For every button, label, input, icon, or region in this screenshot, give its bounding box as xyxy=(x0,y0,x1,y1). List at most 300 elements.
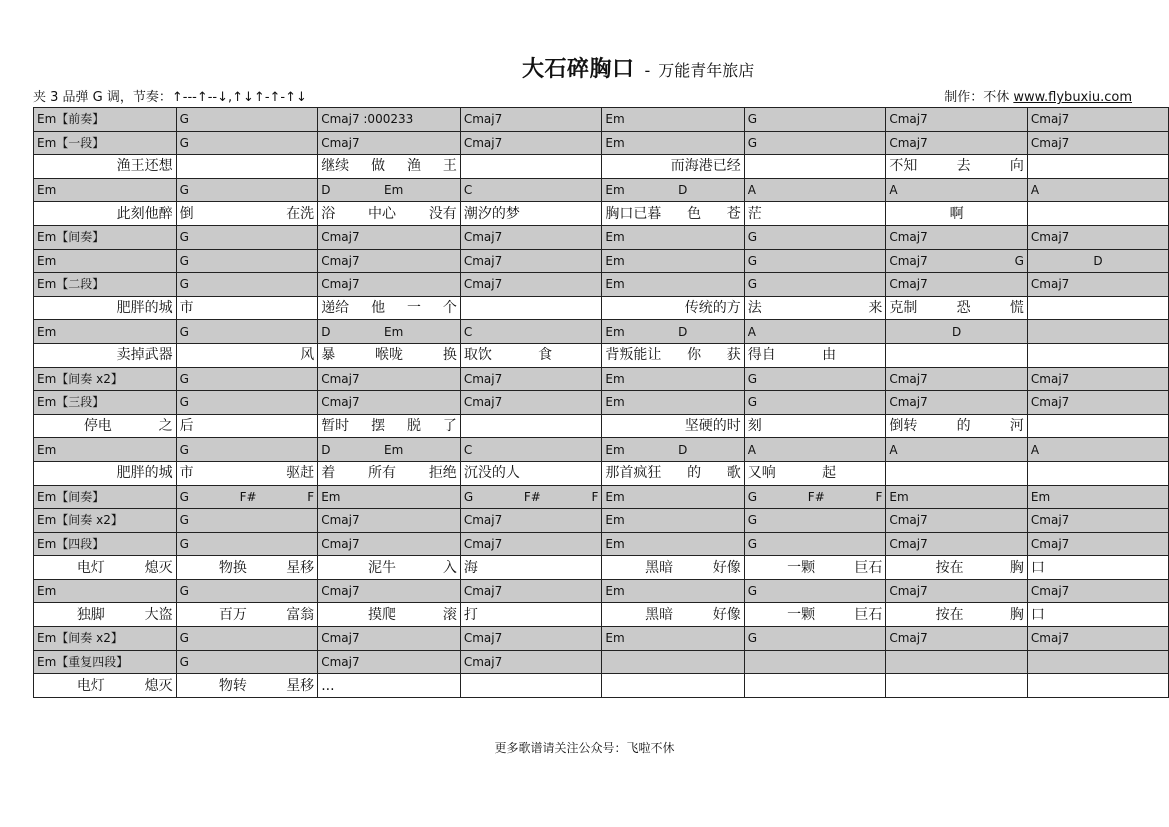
lyric-cell: 沉没的人 xyxy=(460,461,602,485)
lyric-cell xyxy=(886,603,1028,627)
lyric-cell xyxy=(1027,202,1168,226)
chord-cell: Em【间奏 x2】 xyxy=(34,627,177,651)
cell-segment: 你 xyxy=(687,347,702,364)
cell-segment: 大盗 xyxy=(144,606,173,623)
chord-cell: G xyxy=(176,367,318,391)
website-link[interactable]: www.flybuxiu.com xyxy=(1013,90,1132,105)
cell-segment: D xyxy=(321,324,331,339)
chord-cell: Cmaj7 xyxy=(460,273,602,297)
cell-segment: 泥牛 xyxy=(368,559,396,576)
chord-row xyxy=(34,178,1169,202)
chord-cell: A xyxy=(886,178,1028,202)
lyric-cell xyxy=(318,202,461,226)
lyric-cell xyxy=(602,556,744,580)
lyric-cell xyxy=(34,414,177,438)
lyric-cell xyxy=(318,556,461,580)
chord-cell: G xyxy=(176,438,318,462)
chord-cell: Cmaj7 xyxy=(318,131,461,155)
credit-author: 制作：不休 xyxy=(944,90,1010,105)
lyric-cell xyxy=(176,155,318,179)
chord-cell: Cmaj7 xyxy=(460,579,602,603)
cell-segment: 卖掉武器 xyxy=(116,347,173,364)
chord-cell: Em xyxy=(34,178,177,202)
cell-segment: 肥胖的城 xyxy=(116,465,173,482)
chord-cell: Cmaj7 xyxy=(1027,532,1168,556)
chord-cell: G xyxy=(744,225,886,249)
cell-segment: 星移 xyxy=(286,559,315,576)
chord-cell: G xyxy=(176,131,318,155)
capo-rhythm-info: 夹 3 品弹 G 调，节奏：↑---↑--↓,↑↓↑-↑-↑↓ xyxy=(33,90,307,105)
lyric-cell xyxy=(34,603,177,627)
cell-segment: 按在 xyxy=(935,559,964,576)
lyric-cell xyxy=(602,603,744,627)
cell-segment: D xyxy=(678,183,688,198)
chord-cell: Cmaj7 xyxy=(460,225,602,249)
cell-segment: 摆 xyxy=(371,418,386,435)
lyric-cell xyxy=(602,414,744,438)
cell-segment: 好像 xyxy=(712,559,741,576)
chord-cell: Em xyxy=(602,367,744,391)
cell-segment: G xyxy=(747,489,758,504)
lyric-cell: 口 xyxy=(1027,603,1168,627)
cell-segment: 继续 xyxy=(321,158,350,175)
cell-segment: 黑暗 xyxy=(645,559,674,576)
chord-cell: Em xyxy=(34,438,177,462)
cell-segment: 按在 xyxy=(935,606,964,623)
lyric-cell xyxy=(1027,414,1168,438)
lyric-row xyxy=(34,296,1169,320)
chord-row xyxy=(34,532,1169,556)
chord-cell: G xyxy=(744,627,886,651)
chord-cell: Em【一段】 xyxy=(34,131,177,155)
lyric-cell xyxy=(34,343,177,367)
chord-row xyxy=(34,650,1169,674)
chord-cell: Cmaj7 xyxy=(1027,367,1168,391)
lyric-row xyxy=(34,674,1169,698)
cell-segment: 摸爬 xyxy=(368,606,396,623)
chord-cell: Cmaj7 xyxy=(1027,627,1168,651)
cell-segment: 市 xyxy=(179,465,194,482)
chord-cell: Em xyxy=(34,320,177,344)
cell-segment: 富翁 xyxy=(286,606,315,623)
credit xyxy=(944,86,1132,105)
chord-cell: Em【三段】 xyxy=(34,391,177,415)
cell-segment: 浴 xyxy=(321,205,336,222)
lyric-cell xyxy=(886,556,1028,580)
cell-segment: 在洗 xyxy=(286,205,315,222)
chord-cell: Em【间奏 x2】 xyxy=(34,509,177,533)
lyric-cell xyxy=(1027,155,1168,179)
cell-segment: G xyxy=(1014,253,1024,268)
cell-segment: Cmaj7 xyxy=(889,253,928,268)
chord-cell: Cmaj7 xyxy=(886,509,1028,533)
chord-cell: Em xyxy=(318,485,461,509)
lyric-cell xyxy=(460,414,602,438)
chord-cell xyxy=(460,485,602,509)
chord-row xyxy=(34,391,1169,415)
chord-cell: Cmaj7 xyxy=(1027,273,1168,297)
chord-cell: A xyxy=(744,178,886,202)
chord-cell: C xyxy=(460,320,602,344)
lyric-cell xyxy=(176,674,318,698)
cell-segment: 倒 xyxy=(179,205,194,222)
cell-segment: 的 xyxy=(687,465,702,482)
cell-segment: 来 xyxy=(868,300,883,317)
lyric-cell xyxy=(318,296,461,320)
chord-cell: Cmaj7 xyxy=(318,391,461,415)
cell-segment: D xyxy=(678,442,688,457)
chord-cell xyxy=(602,650,744,674)
cell-segment: 啊 xyxy=(949,205,964,222)
chord-cell xyxy=(1027,650,1168,674)
chord-cell: Em xyxy=(602,273,744,297)
chord-cell xyxy=(886,320,1028,344)
lyric-cell xyxy=(176,461,318,485)
chord-cell: Cmaj7 xyxy=(886,391,1028,415)
cell-segment: F xyxy=(591,489,599,504)
chord-cell: Cmaj7 xyxy=(460,391,602,415)
lyric-cell: 海 xyxy=(460,556,602,580)
chord-cell: Em【间奏】 xyxy=(34,225,177,249)
lyric-cell: 潮汐的梦 xyxy=(460,202,602,226)
chord-cell: Cmaj7 xyxy=(1027,509,1168,533)
chord-cell xyxy=(886,249,1028,273)
chord-cell: G xyxy=(176,650,318,674)
chord-cell: Em xyxy=(602,532,744,556)
lyric-cell xyxy=(318,461,461,485)
chord-cell: Cmaj7 xyxy=(318,627,461,651)
lyric-cell xyxy=(886,343,1028,367)
cell-segment: F# xyxy=(807,489,825,504)
cell-segment: Em xyxy=(383,442,404,457)
chord-row xyxy=(34,627,1169,651)
cell-segment: 河 xyxy=(1009,418,1024,435)
chord-cell: Em【二段】 xyxy=(34,273,177,297)
cell-segment: 递给 xyxy=(321,300,350,317)
cell-segment: 巨石 xyxy=(854,606,883,623)
chord-cell: A xyxy=(1027,178,1168,202)
cell-segment: D xyxy=(321,442,331,457)
cell-segment: 背叛能让 xyxy=(605,347,662,364)
cell-segment: 歌 xyxy=(726,465,741,482)
chord-cell xyxy=(602,178,744,202)
lyric-cell xyxy=(886,461,1028,485)
chord-cell: Em【间奏 x2】 xyxy=(34,367,177,391)
cell-segment: 脱 xyxy=(406,418,421,435)
chord-cell: Cmaj7 xyxy=(460,131,602,155)
chord-cell: C xyxy=(460,438,602,462)
chord-cell: Em xyxy=(602,249,744,273)
chord-row xyxy=(34,225,1169,249)
cell-segment: Em xyxy=(383,183,404,198)
lyric-cell: 市 xyxy=(176,296,318,320)
chord-cell: Cmaj7 xyxy=(460,627,602,651)
chord-cell: Cmaj7 xyxy=(1027,391,1168,415)
lyric-cell xyxy=(886,414,1028,438)
cell-segment: 星移 xyxy=(286,677,315,694)
chord-cell: Em xyxy=(602,509,744,533)
cell-segment: 滚 xyxy=(442,606,457,623)
lyric-cell xyxy=(176,556,318,580)
lyric-cell xyxy=(34,202,177,226)
chord-cell: Em【前奏】 xyxy=(34,108,177,132)
chord-cell: Cmaj7 xyxy=(886,367,1028,391)
lyric-row xyxy=(34,155,1169,179)
cell-segment: 好像 xyxy=(712,606,741,623)
cell-segment: 风 xyxy=(300,347,315,364)
cell-segment: 拒绝 xyxy=(428,465,457,482)
chord-cell: Em【四段】 xyxy=(34,532,177,556)
chord-cell: Em xyxy=(1027,485,1168,509)
chord-cell: Em xyxy=(34,579,177,603)
lyric-cell xyxy=(744,343,886,367)
chord-cell xyxy=(1027,320,1168,344)
lyric-cell xyxy=(318,603,461,627)
lyric-cell xyxy=(34,155,177,179)
lyric-cell xyxy=(744,155,886,179)
chord-cell: G xyxy=(176,320,318,344)
cell-segment: Em xyxy=(605,324,625,339)
chord-cell: G xyxy=(176,225,318,249)
chord-cell xyxy=(886,650,1028,674)
cell-segment: 去 xyxy=(956,158,971,175)
lyric-cell xyxy=(318,414,461,438)
cell-segment: 换 xyxy=(442,347,457,364)
cell-segment: 恐 xyxy=(956,300,971,317)
chord-cell: Cmaj7 xyxy=(318,579,461,603)
cell-segment: 色 xyxy=(687,205,702,222)
cell-segment: 而海港已经 xyxy=(670,158,741,175)
chord-cell: Cmaj7 xyxy=(886,108,1028,132)
cell-segment: 由 xyxy=(822,347,837,364)
chord-cell: Cmaj7 xyxy=(886,532,1028,556)
cell-segment: 又响 xyxy=(747,465,776,482)
chord-cell: G xyxy=(744,579,886,603)
chord-cell: Cmaj7 xyxy=(460,108,602,132)
lyric-cell xyxy=(886,674,1028,698)
lyric-cell xyxy=(460,155,602,179)
cell-segment: 电灯 xyxy=(76,559,105,576)
lyric-cell xyxy=(318,155,461,179)
chord-row xyxy=(34,320,1169,344)
cell-segment: 一 xyxy=(406,300,421,317)
lyric-cell xyxy=(1027,461,1168,485)
cell-segment: D xyxy=(678,324,688,339)
chord-row xyxy=(34,367,1169,391)
lyric-cell: 后 xyxy=(176,414,318,438)
lyric-cell xyxy=(460,296,602,320)
cell-segment: 此刻他醉 xyxy=(116,205,173,222)
chord-cell: Em xyxy=(34,249,177,273)
cell-segment: 获 xyxy=(726,347,741,364)
chord-cell: Em【重复四段】 xyxy=(34,650,177,674)
lyric-cell xyxy=(34,461,177,485)
cell-segment: Em xyxy=(605,442,625,457)
cell-segment: 一颗 xyxy=(787,559,816,576)
lyric-cell xyxy=(176,202,318,226)
chord-cell: Em xyxy=(602,579,744,603)
lyric-row xyxy=(34,603,1169,627)
chord-cell: Cmaj7 xyxy=(1027,225,1168,249)
cell-segment: 熄灭 xyxy=(144,677,173,694)
cell-segment: 克制 xyxy=(889,300,918,317)
chord-row xyxy=(34,579,1169,603)
cell-segment: 那首疯狂 xyxy=(605,465,662,482)
cell-segment: 倒转 xyxy=(889,418,918,435)
cell-segment: 一颗 xyxy=(787,606,816,623)
cell-segment: 得自 xyxy=(747,347,776,364)
cell-segment: D xyxy=(321,183,331,198)
chord-cell: G xyxy=(744,108,886,132)
lyric-cell xyxy=(34,296,177,320)
lyric-cell xyxy=(602,674,744,698)
cell-segment: 暂时 xyxy=(321,418,350,435)
cell-segment: 独脚 xyxy=(76,606,105,623)
chord-row xyxy=(34,273,1169,297)
chord-cell: G xyxy=(176,178,318,202)
chord-cell: Em xyxy=(602,108,744,132)
lyric-cell xyxy=(1027,343,1168,367)
lyric-cell xyxy=(34,556,177,580)
cell-segment: 起 xyxy=(822,465,837,482)
chord-cell xyxy=(176,485,318,509)
chord-cell: G xyxy=(176,108,318,132)
lyric-cell xyxy=(602,296,744,320)
chord-cell: G xyxy=(744,273,886,297)
chord-cell: Cmaj7 xyxy=(886,627,1028,651)
cell-segment: 胸 xyxy=(1009,606,1024,623)
footer-note: 更多歌谱请关注公众号：飞啦不休 xyxy=(494,741,675,755)
lyric-cell xyxy=(886,296,1028,320)
cell-segment: 了 xyxy=(442,418,457,435)
cell-segment: 熄灭 xyxy=(144,559,173,576)
lyric-row xyxy=(34,202,1169,226)
chord-cell: G xyxy=(176,509,318,533)
cell-segment: 不知 xyxy=(889,158,918,175)
cell-segment: 传统的方 xyxy=(684,300,741,317)
lyric-cell xyxy=(602,461,744,485)
lyric-cell xyxy=(886,202,1028,226)
chord-cell: Em【间奏】 xyxy=(34,485,177,509)
lyric-cell: 口 xyxy=(1027,556,1168,580)
cell-segment: 黑暗 xyxy=(645,606,674,623)
chord-cell: G xyxy=(744,532,886,556)
chord-cell xyxy=(744,650,886,674)
cell-segment: 胸 xyxy=(1009,559,1024,576)
chord-cell: Cmaj7 xyxy=(460,367,602,391)
chord-cell: Cmaj7 xyxy=(1027,108,1168,132)
chord-cell: Em xyxy=(602,485,744,509)
chord-cell: Cmaj7 xyxy=(318,509,461,533)
chord-cell: Cmaj7 xyxy=(318,273,461,297)
cell-segment: 肥胖的城 xyxy=(116,300,173,317)
chord-row xyxy=(34,249,1169,273)
cell-segment: F xyxy=(875,489,883,504)
lyric-cell: ... xyxy=(318,674,461,698)
lyric-cell xyxy=(744,603,886,627)
lyric-cell xyxy=(744,556,886,580)
cell-segment: G xyxy=(179,489,189,504)
chord-cell: G xyxy=(744,509,886,533)
chord-cell: G xyxy=(176,579,318,603)
chord-cell: G xyxy=(744,391,886,415)
chord-cell: Cmaj7 xyxy=(886,131,1028,155)
chord-cell: Cmaj7 xyxy=(1027,579,1168,603)
cell-segment: 停电 xyxy=(83,418,112,435)
chord-cell: Em xyxy=(602,225,744,249)
chord-row xyxy=(34,131,1169,155)
chord-cell xyxy=(318,178,461,202)
chord-cell xyxy=(1027,249,1168,273)
chord-cell: Em xyxy=(886,485,1028,509)
lyric-cell xyxy=(176,343,318,367)
chord-cell: A xyxy=(886,438,1028,462)
chord-cell: A xyxy=(744,438,886,462)
cell-segment: F# xyxy=(523,489,541,504)
lyric-cell: 打 xyxy=(460,603,602,627)
cell-segment: 的 xyxy=(956,418,971,435)
lyric-cell xyxy=(744,296,886,320)
chord-cell: Cmaj7 xyxy=(460,249,602,273)
cell-segment: 入 xyxy=(442,559,457,576)
cell-segment: 中心 xyxy=(368,205,396,222)
lyric-cell xyxy=(460,343,602,367)
cell-segment: 驱赶 xyxy=(286,465,315,482)
chord-cell: Cmaj7 xyxy=(460,509,602,533)
title-separator: - xyxy=(644,61,651,80)
cell-segment: 渔王还想 xyxy=(116,158,173,175)
lyric-cell xyxy=(1027,674,1168,698)
lyric-cell xyxy=(1027,296,1168,320)
lyric-cell xyxy=(460,674,602,698)
cell-segment: 着 xyxy=(321,465,336,482)
chord-lyric-grid xyxy=(33,107,1169,698)
cell-segment: 渔 xyxy=(406,158,421,175)
lyric-cell xyxy=(602,155,744,179)
chord-cell: Cmaj7 xyxy=(318,225,461,249)
chord-cell: Cmaj7 xyxy=(318,249,461,273)
cell-segment: 没有 xyxy=(428,205,457,222)
lyric-cell: 茫 xyxy=(744,202,886,226)
chord-row xyxy=(34,509,1169,533)
cell-segment: 之 xyxy=(158,418,173,435)
song-title: 大石碎胸口 xyxy=(522,57,635,82)
chord-cell: Cmaj7 xyxy=(886,579,1028,603)
chord-cell: G xyxy=(176,249,318,273)
artist-name: 万能青年旅店 xyxy=(658,61,755,80)
cell-segment: Em xyxy=(605,183,625,198)
cell-segment: 向 xyxy=(1009,158,1024,175)
chord-cell: Em xyxy=(602,131,744,155)
chord-cell: Cmaj7 xyxy=(460,650,602,674)
chord-cell: Cmaj7 xyxy=(318,650,461,674)
cell-segment: G xyxy=(463,489,474,504)
lyric-row xyxy=(34,556,1169,580)
chord-cell: A xyxy=(1027,438,1168,462)
cell-segment: 所有 xyxy=(368,465,396,482)
chord-cell xyxy=(318,438,461,462)
chord-cell xyxy=(744,485,886,509)
cell-segment: 坚硬的时 xyxy=(684,418,741,435)
cell-segment: 巨石 xyxy=(854,559,883,576)
cell-segment: 物换 xyxy=(218,559,247,576)
chord-cell: G xyxy=(176,627,318,651)
cell-segment: F# xyxy=(239,489,257,504)
cell-segment: Em xyxy=(383,324,404,339)
chord-cell: C xyxy=(460,178,602,202)
chord-cell: G xyxy=(744,367,886,391)
cell-segment: 物转 xyxy=(218,677,247,694)
